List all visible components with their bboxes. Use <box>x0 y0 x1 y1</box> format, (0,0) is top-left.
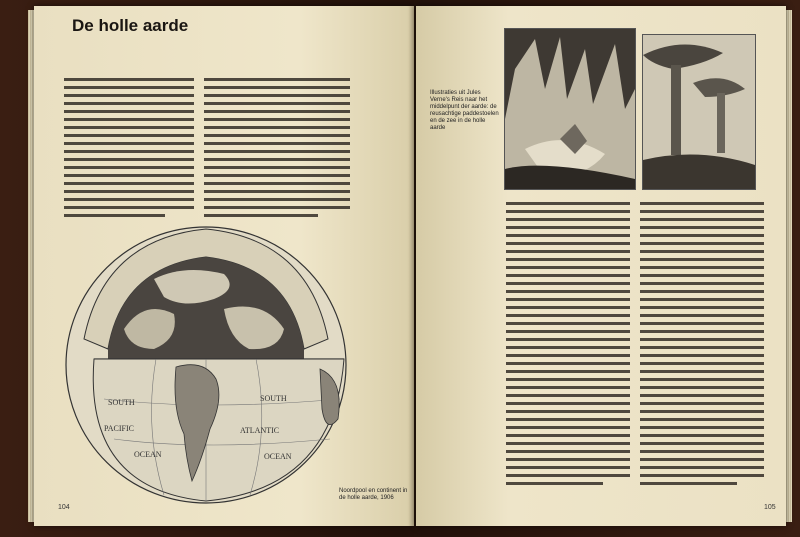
globe-label-south-pacific-2: PACIFIC <box>104 424 134 433</box>
right-page-edges <box>786 10 792 522</box>
left-text-column-1 <box>64 78 194 222</box>
right-page <box>416 6 786 526</box>
left-page <box>34 6 414 526</box>
globe-label-south-pacific-1: SOUTH <box>108 398 135 407</box>
globe-label-south-atlantic-3: OCEAN <box>264 452 292 461</box>
giant-mushrooms-engraving <box>642 34 756 190</box>
globe-label-south-atlantic-2: ATLANTIC <box>240 426 280 435</box>
globe-label-south-atlantic-1: SOUTH <box>260 394 287 403</box>
left-text-column-2 <box>204 78 350 222</box>
right-text-column-1 <box>506 202 630 490</box>
globe-caption: Noordpool en continent in de holle aarde, 1906 <box>339 488 408 501</box>
left-page-number: 104 <box>58 504 70 511</box>
right-page-number: 105 <box>764 504 776 511</box>
crystal-cave-engraving <box>504 28 636 190</box>
chapter-title: De holle aarde <box>72 16 189 35</box>
illustrations-caption: Illustraties uit Jules Verne's Reis naar het middelpunt der aarde: de reusachtige paddestoelen en de zee in de holle aarde <box>430 90 499 131</box>
hollow-earth-globe-illustration <box>64 219 364 509</box>
right-text-column-2 <box>640 202 764 490</box>
globe-label-south-pacific-3: OCEAN <box>134 450 162 459</box>
